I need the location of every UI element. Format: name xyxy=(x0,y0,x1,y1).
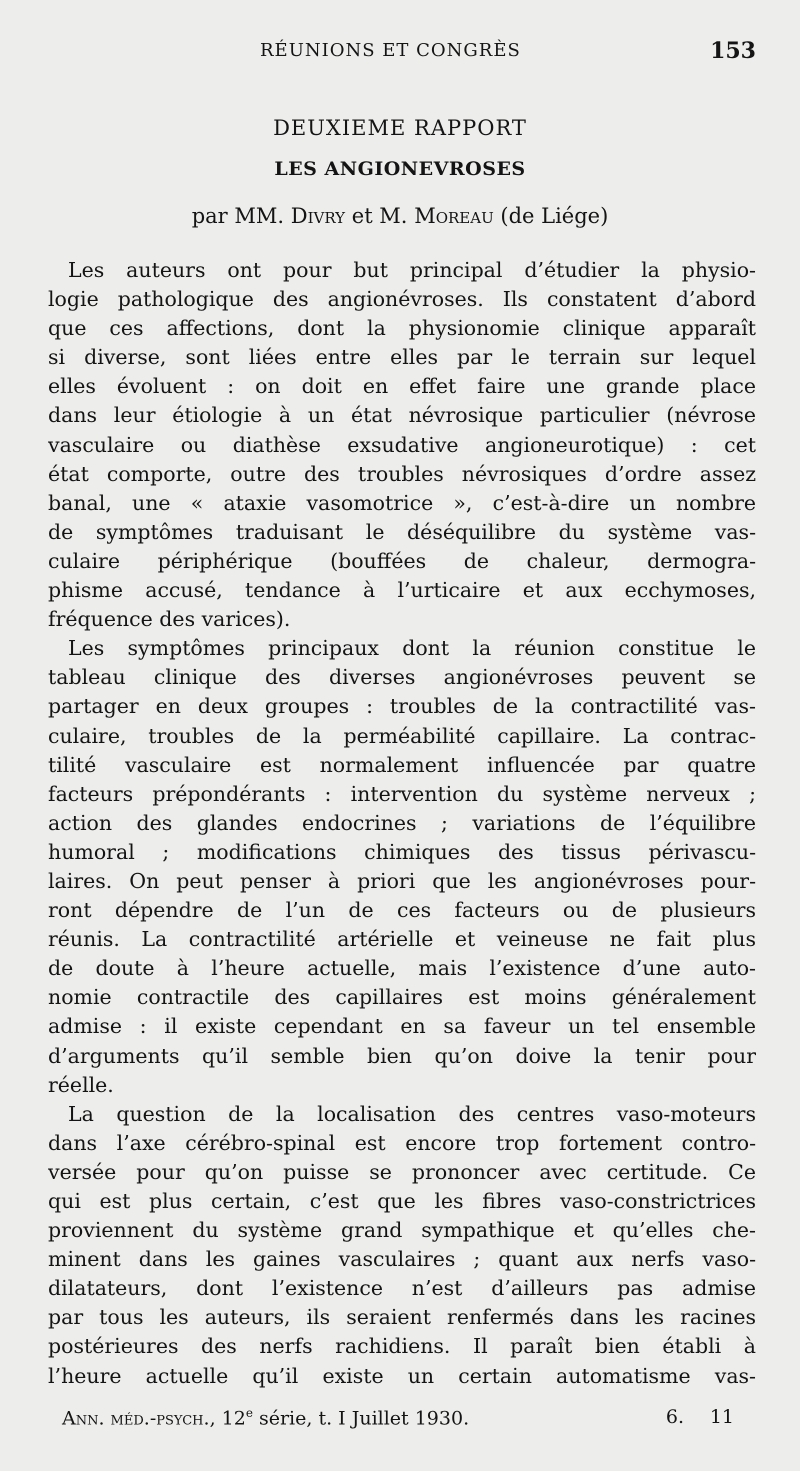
journal-reference xyxy=(62,1406,469,1429)
text-line: banal, une « ataxie vasomotrice », c’est-à-dire un nombre xyxy=(48,490,756,515)
author-moreau: Moreau xyxy=(414,204,494,228)
text-line: logie pathologique des angionévroses. Ils constatent d’abord xyxy=(48,287,756,312)
text-line: réelle. xyxy=(48,1072,114,1097)
text-line: La question de la localisation des centres vaso-moteurs xyxy=(68,1101,756,1126)
text-line: réunis. La contractilité artérielle et veineuse ne fait plus xyxy=(48,927,756,952)
text-line: l’heure actuelle qu’il existe un certain automatisme vas- xyxy=(48,1363,756,1388)
text-line: laires. On peut penser à priori que les angionévroses pour- xyxy=(48,868,756,893)
text-line: admise : il existe cependant en sa faveur un tel ensemble xyxy=(48,1014,756,1039)
signature-mark: 6. xyxy=(665,1406,684,1428)
text-line: tilité vasculaire est normalement influencée par quatre xyxy=(48,752,756,777)
text-line: que ces affections, dont la physionomie clinique apparaît xyxy=(48,316,756,341)
text-line: culaire, troubles de la perméabilité capillaire. La contrac- xyxy=(48,723,756,748)
text-line: postérieures des nerfs rachidiens. Il paraît bien établi à xyxy=(48,1334,756,1359)
report-heading: DEUXIEME RAPPORT xyxy=(273,116,527,140)
author-affiliation: (de Liége) xyxy=(500,204,609,228)
running-header xyxy=(48,40,756,74)
text-line: phisme accusé, tendance à l’urticaire et aux ecchymoses, xyxy=(48,578,756,603)
text-line: minent dans les gaines vasculaires ; quant aux nerfs vaso- xyxy=(48,1247,756,1272)
text-line: fréquence des varices). xyxy=(48,607,291,632)
text-line: action des glandes endocrines ; variations de l’équilibre xyxy=(48,810,756,835)
text-line: dilatateurs, dont l’existence n’est d’ailleurs pas admise xyxy=(48,1276,756,1301)
text-line: proviennent du système grand sympathique et qu’elles che- xyxy=(48,1218,756,1243)
page-number: 153 xyxy=(710,38,756,64)
text-line: humoral ; modifications chimiques des tissus périvascu- xyxy=(48,839,756,864)
signature-number: 11 xyxy=(709,1406,734,1428)
text-line: tableau clinique des diverses angionévroses peuvent se xyxy=(48,665,756,690)
author-line xyxy=(0,204,800,228)
text-line: si diverse, sont liées entre elles par le terrain sur lequel xyxy=(48,345,756,370)
author-divry: Divry xyxy=(290,204,346,228)
text-line: nomie contractile des capillaires est moins généralement xyxy=(48,985,756,1010)
text-line: de doute à l’heure actuelle, mais l’existence d’une auto- xyxy=(48,956,756,981)
text-line: Les auteurs ont pour but principal d’étudier la physio- xyxy=(68,258,756,282)
author-conjunction: et M. xyxy=(351,204,408,228)
text-line: Les symptômes principaux dont la réunion constitue le xyxy=(68,636,756,661)
text-line: ront dépendre de l’un de ces facteurs ou de plusieurs xyxy=(48,898,756,923)
text-line: état comporte, outre des troubles névrosiques d’ordre assez xyxy=(48,461,756,486)
journal-name: Ann. méd.-psych., 12 xyxy=(62,1407,246,1430)
journal-date: série, t. I Juillet 1930. xyxy=(252,1407,470,1430)
text-line: versée pour qu’on puisse se prononcer avec certitude. Ce xyxy=(48,1159,756,1184)
text-line: de symptômes traduisant le déséquilibre du système vas- xyxy=(48,519,756,544)
text-line: culaire périphérique (bouffées de chaleur, dermogra- xyxy=(48,548,756,573)
series-superscript: e xyxy=(245,1406,253,1420)
text-line: dans leur étiologie à un état névrosique particulier (névrose xyxy=(48,403,756,428)
subject-heading: LES ANGIONEVROSES xyxy=(274,158,526,180)
text-line: partager en deux groupes : troubles de la contractilité vas- xyxy=(48,694,756,719)
text-line: elles évoluent : on doit en effet faire une grande place xyxy=(48,374,756,399)
text-line: facteurs prépondérants : intervention du système nerveux ; xyxy=(48,781,756,806)
text-line: dans l’axe cérébro-spinal est encore trop fortement contro- xyxy=(48,1130,756,1155)
text-line: d’arguments qu’il semble bien qu’on doive la tenir pour xyxy=(48,1043,756,1068)
author-prefix: par MM. xyxy=(191,204,285,228)
text-line: qui est plus certain, c’est que les fibres vaso-constrictrices xyxy=(48,1189,756,1213)
running-title: RÉUNIONS ET CONGRÈS xyxy=(260,40,521,61)
body-text xyxy=(48,256,756,1391)
text-line: vasculaire ou diathèse exsudative angioneurotique) : cet xyxy=(48,432,756,457)
text-line: par tous les auteurs, ils seraient renfermés dans les racines xyxy=(48,1305,756,1330)
